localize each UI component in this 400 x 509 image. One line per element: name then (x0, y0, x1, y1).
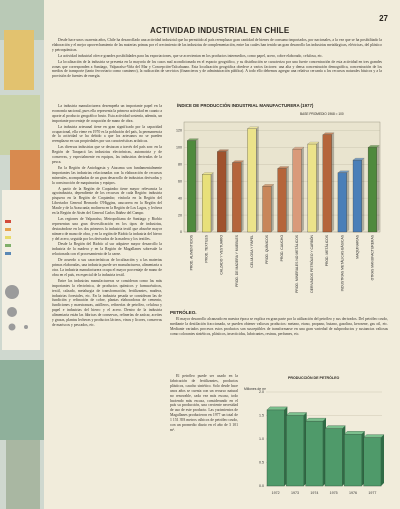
y-tick-label: 120 (176, 128, 182, 133)
column-paragraph: En la Región de Antofagasta y Atacama son fundamentalmente importantes las industrias relacionadas con la elaboración de recursos minerales, acompañadas de un gran desarrollo de industrias derivadas y la construcción de maquinarias y equipos. (52, 165, 162, 185)
bar-top (306, 418, 326, 421)
y-tick-label: 1.5 (259, 413, 264, 418)
bar-top (364, 435, 384, 438)
petroleo-paragraph: El mayor desarrollo alcanzado en nuestra época se explica en gran parte por la utilización del petróleo y sus derivados. Del petróleo crudo, mediante la destilación fraccionada, se pueden obtener valiosos productos: metano, etano, propano, butano, gasolina, kerosene, gas oil, etc. Mediante variados procesos estos productos son susceptibles de transformarse en una gran variedad de subproductos y sustancias valiosas como colorantes sintéticos, plásticos, insecticidas, lubricantes, resinas, perfumes, etc. (170, 317, 388, 336)
petroleo-text (170, 317, 388, 338)
bar-side (226, 150, 229, 232)
category-label: INDUSTRIAS METÁLICAS BÁSICAS (340, 235, 345, 292)
bar-side (377, 145, 380, 232)
bar (323, 135, 332, 232)
y-tick-label: 1.0 (259, 437, 264, 442)
bar (278, 169, 287, 232)
category-label: DERIVADOS PETRÓLEO Y CARBÓN (310, 235, 315, 293)
bar-side (241, 161, 244, 232)
bar (308, 144, 317, 232)
left-column-text (52, 104, 162, 329)
column-paragraph: Entre las industrias manufactureras se consideran como las más importantes la electrónica, de productos químicos y farmacéuticos, textil, calzado, metalurgia de transformación, fertilizantes, madera, industrias forestales, etc. En la industria pesada se consideran las de fundición y refinación de cobre, plantas elaboradoras de cemento, fundiciones y maestranzas, astilleros, refinerías de petróleo, celulosa y papel e industrias del hierro y el acero. Dentro de la industria alimentaria están las fábricas de conservas, refinerías de azúcar, aceites y grasas, plantas lecheras y productos lácteos, vinos y licores, conservas de mariscos y pescados, etc. (52, 278, 162, 327)
bar-side (271, 184, 274, 232)
intro-paragraph: La localización de la industria se presenta en la mayoría de los casos mal acondicionada en el espacio geográfico, y su distribución se caracteriza por una fuerte concentración de esta actividad en tres grandes zonas que corresponden a Santiago, Valparaíso-Viña del Mar y Concepción-Talcahuano. Esta localización geográfica obedece a varios factores: una alta y densa concentración demográfica, concentración de los medios de transporte (tanto ferroviario como caminero), la radicación de servicios (financieros y de administración pública). A todo ello debemos agregar una relativa cercanía a los recursos naturales básicos y a la provisión de fuentes de energía. (52, 59, 382, 79)
bar-side (286, 167, 289, 232)
category-label: PROD. MINERALES NO METÁLICOS (295, 235, 300, 293)
bar-side (211, 172, 214, 232)
y-tick-label: 60 (178, 179, 182, 184)
bar-top (344, 431, 364, 434)
category-label: PROD. METÁLICOS (325, 235, 330, 267)
bar-side (347, 171, 350, 232)
category-label: OTRAS MANUFACTURERAS (370, 235, 375, 281)
bar (325, 429, 342, 486)
category-label: PROD. ALIMENTICIOS (189, 235, 194, 271)
x-tick-label: 1973 (291, 491, 299, 495)
category-label: CALZADO Y VESTUARIO (219, 235, 224, 275)
column-paragraph: De acuerdo a sus características de localización y a las materias primas elaboradas, una industria puede ser manufacturera, alimentaria u otra. La industria manufacturera ocupa el mayor porcentaje de mano de obra en el país, en especial de la industria textil. (52, 258, 162, 277)
category-label: PROD. CAUCHO (280, 235, 284, 262)
bar (368, 147, 377, 232)
column-paragraph: La industria manufacturera desempeña un importante papel en la economía nacional, pues ella representa la primera actividad en cuanto a aporte al producto geográfico bruto. Esta actividad sostenía, además, un importante porcentaje de ocupación de mano de obra. (52, 104, 162, 123)
bar (247, 129, 256, 232)
bar-top (267, 407, 287, 410)
bar-side (362, 158, 365, 232)
category-label: CELULOSA Y PAPEL (249, 235, 254, 268)
x-tick-label: 1975 (329, 491, 338, 495)
bar-side (332, 133, 335, 232)
x-tick-label: 1976 (349, 491, 357, 495)
intro-paragraph: Desde hace unos cuarenta años, Chile ha desarrollado una actividad industrial que ha permitido al país reemplazar gran cantidad de bienes de consumo importados, por nacionales, a la vez que se ha posibilitado la elaboración y el mejor aprovechamiento de las materias primas por el crecimiento de las industrias de complementación, entre las cuales han tenido un gran desarrollo las industrias metalúrgicas, eléctricas, del plástico y petroquímicas. (52, 38, 382, 52)
bar-top (286, 413, 306, 416)
bar (353, 160, 362, 232)
y-tick-label: 80 (178, 162, 182, 167)
column-paragraph: La industria artesanal tiene en gran significado por la capacidad ocupacional, ella viene en 1970 es la población del país, la permanencia de la actividad se ha debido a que los artesanos no se pueden reemplazar en sus propiedades por sus características artísticas. (52, 124, 162, 144)
intro-paragraph: La actividad industrial ofrece grandes posibilidades para las exportaciones, que se acrecientan en los productos intermedios, como papel, acero, cobre elaborado, celulosa, etc. (58, 53, 323, 58)
bar-top (325, 426, 345, 429)
bar (267, 410, 284, 486)
bar-side (301, 147, 304, 232)
industrial-index-chart (170, 116, 388, 306)
bar-side (317, 142, 320, 232)
bar (306, 421, 323, 486)
y-axis-label: Millones de m³ (244, 387, 267, 391)
y-tick-label: 0.5 (259, 460, 264, 465)
bar (344, 434, 361, 486)
x-tick-label: 1977 (368, 491, 377, 495)
map-legend (2, 190, 40, 350)
column-paragraph: Desde la Región del Biobío al sur adquiere mayor desarrollo la industria de la madera y en la Región de Magallanes sobresale la relacionada con el procesamiento de la carne. (52, 242, 162, 257)
bar-side (256, 127, 259, 232)
category-label: PROD. DE MADERA Y MUEBLES (234, 235, 239, 287)
category-label: PROD. TEXTILES (204, 235, 209, 263)
x-tick-label: 1972 (271, 491, 280, 495)
column-paragraph: Las regiones de Valparaíso, Metropolitana de Santiago y Biobío representan una gran diversificación en los tipos de industrias, destacándose en los dos primeros la industria textil que absorbe mayor número de mano de obra, y en la región de Biobío la industria del hierro y del acero, seguida por los derivados de la madera y los textiles. (52, 216, 162, 241)
page-title: ACTIVIDAD INDUSTRIAL EN CHILE (150, 26, 290, 35)
petroleo-column-paragraph: El petróleo puede ser usado en la fabricación de fertilizantes, productos plásticos, caucho sintético. Solo desde hace unos años se cuenta con un recurso natural no renovable, cada vez más escaso, todo haciendo más escasa, considerando en el país su producción, una creciente necesidad de uso de este producto. Las yacimientos de Magallanes producieron en 1977 un total de 1 151 393 metros cúbicos de petróleo crudo, con un promedio diario en el año de 3 101 m³. (170, 374, 238, 432)
x-tick-label: 1974 (310, 491, 319, 495)
intro-text (52, 38, 382, 80)
bar-side (381, 435, 384, 486)
oil-production-chart (242, 384, 390, 506)
adjacent-page-map (0, 0, 44, 509)
bar (338, 173, 347, 232)
chart2-title: PRODUCCIÓN DE PETRÓLEO (288, 376, 340, 380)
y-tick-label: 40 (178, 196, 182, 201)
y-tick-label: 20 (178, 213, 182, 218)
bar (293, 149, 302, 232)
petroleo-heading: PETRÓLEO. (170, 310, 197, 315)
page-number: 27 (379, 14, 388, 23)
category-label: MAQUINARIAS (355, 235, 360, 259)
bar (286, 416, 303, 487)
column-paragraph: A partir de la Región de Coquimbo tiene mayor relevancia la agroindustria, dependiente de los recursos de cada Región: industria pisquera en la Región de Coquimbo; vinícola en la Región del Libertador General Bernardo O'Higgins, azucarera en la Región del Maule y de la Araucanía; molinera en la Región de Los Lagos, y lechera en la Región de Aisén del General Carlos Ibáñez del Campo. (52, 186, 162, 216)
bar (232, 163, 241, 232)
y-tick-label: 0.0 (259, 484, 264, 489)
chart1-subtitle: BASE PROMEDIO 1968 = 100 (300, 112, 344, 116)
bar (202, 174, 211, 232)
category-label: PROD. QUÍMICOS (264, 235, 269, 264)
y-tick-label: 100 (176, 145, 182, 150)
bar (364, 438, 381, 486)
y-tick-label: 0 (180, 230, 182, 235)
bar (217, 152, 226, 232)
bar-side (196, 139, 199, 232)
bar (187, 141, 196, 232)
y-tick-label: 2.0 (259, 390, 264, 395)
petroleo-column-text (170, 374, 238, 434)
chart1-title: ÍNDICE DE PRODUCCIÓN INDUSTRIAL MANUFACTURERA (1977) (177, 103, 314, 108)
bar (263, 186, 272, 232)
column-paragraph: Las diversas industrias que se destacan a través del país son: en la Región de Tarapacá las industrias electrónicas, automotriz y de conservas, y especialmente en equipos, las industrias derivadas de la pesca. (52, 145, 162, 164)
